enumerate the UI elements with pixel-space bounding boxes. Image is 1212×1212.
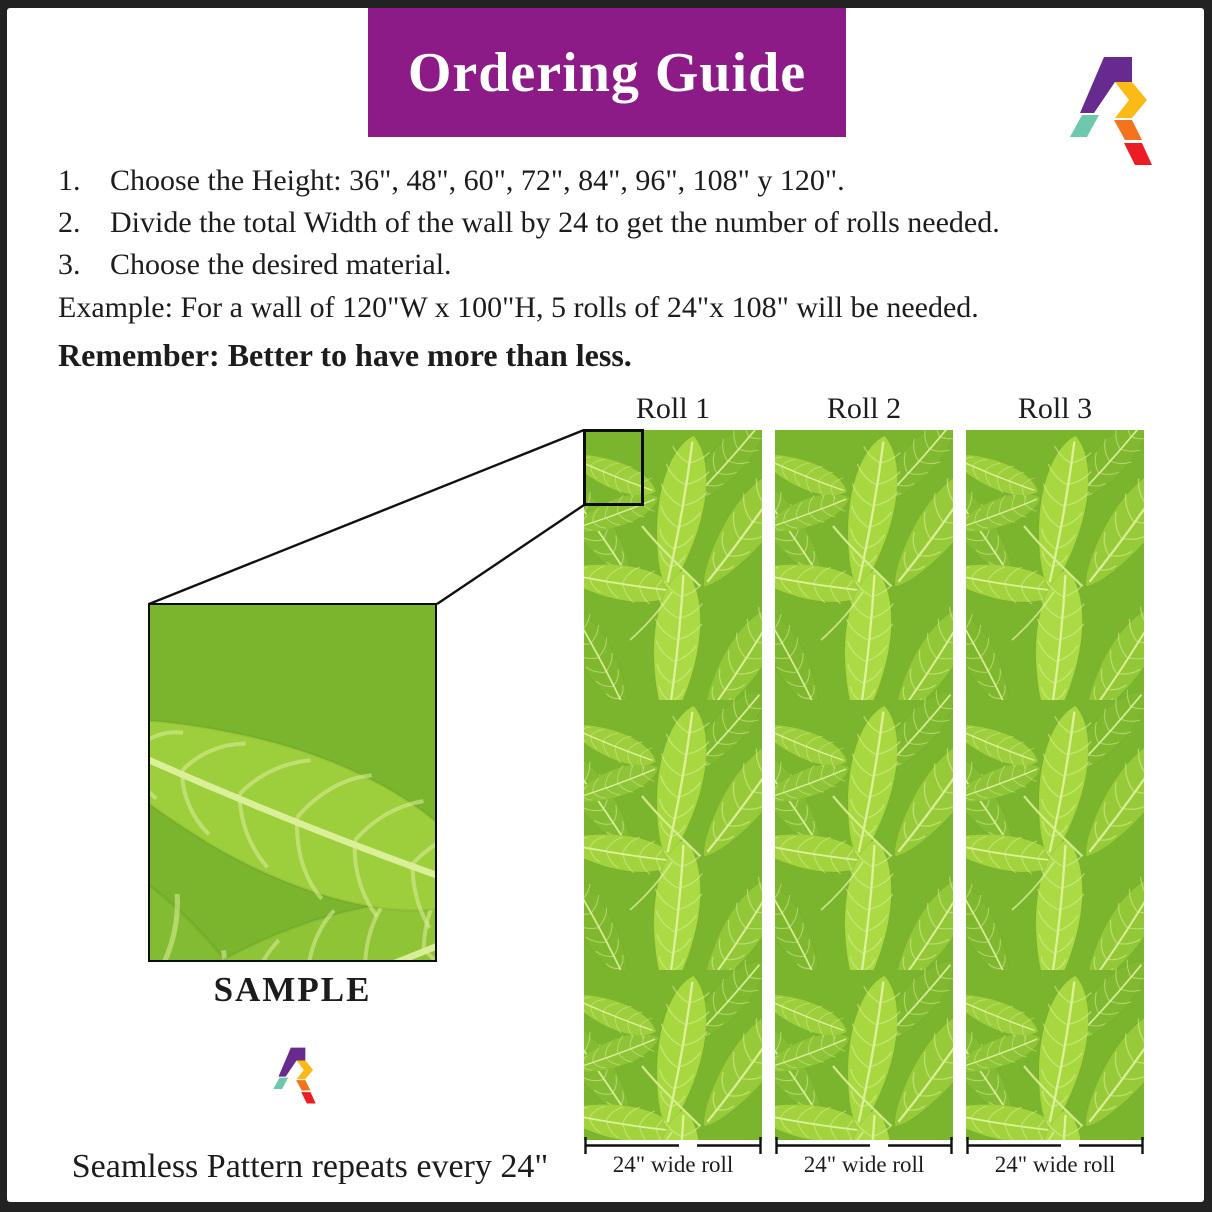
instruction-text: Divide the total Width of the wall by 24 to get the number of rolls needed.	[110, 206, 1000, 239]
roll-2-pattern	[775, 430, 953, 1140]
reminder-note: Remember: Better to have more than less.	[58, 337, 632, 373]
instruction-number: 1.	[58, 164, 81, 197]
instruction-text: Choose the Height: 36", 48", 60", 72", 84", 96", 108" y 120".	[110, 164, 845, 197]
roll-3-pattern	[966, 430, 1144, 1140]
sample-image	[148, 603, 437, 962]
page-title: Ordering Guide	[407, 41, 807, 104]
roll-3-width-label: 24" wide roll	[994, 1152, 1116, 1177]
pattern-callout-rect	[583, 429, 644, 506]
instruction-item	[58, 160, 1168, 202]
roll-1-label: Roll 1	[635, 392, 711, 425]
example-note: Example: For a wall of 120"W x 100"H, 5 rolls of 24"x 108" will be needed.	[58, 291, 979, 324]
roll-3-label: Roll 3	[1017, 392, 1093, 425]
roll-1-width-label: 24" wide roll	[612, 1152, 734, 1177]
instruction-number: 3.	[58, 248, 81, 281]
roll-1-pattern	[584, 430, 762, 1140]
roll-2-width-label: 24" wide roll	[803, 1152, 925, 1177]
instruction-item	[58, 202, 1168, 244]
sample-pattern	[150, 605, 435, 960]
title-banner	[368, 8, 846, 137]
seamless-note: Seamless Pattern repeats every 24"	[71, 1148, 549, 1185]
brand-logo-small-icon	[266, 1044, 324, 1105]
instructions-list	[58, 160, 1168, 286]
instruction-text: Choose the desired material.	[110, 248, 452, 281]
instruction-number: 2.	[58, 206, 81, 239]
roll-2-label: Roll 2	[826, 392, 902, 425]
instruction-item	[58, 244, 1168, 286]
sample-caption: SAMPLE	[213, 970, 372, 1009]
brand-logo-icon	[1056, 50, 1168, 168]
